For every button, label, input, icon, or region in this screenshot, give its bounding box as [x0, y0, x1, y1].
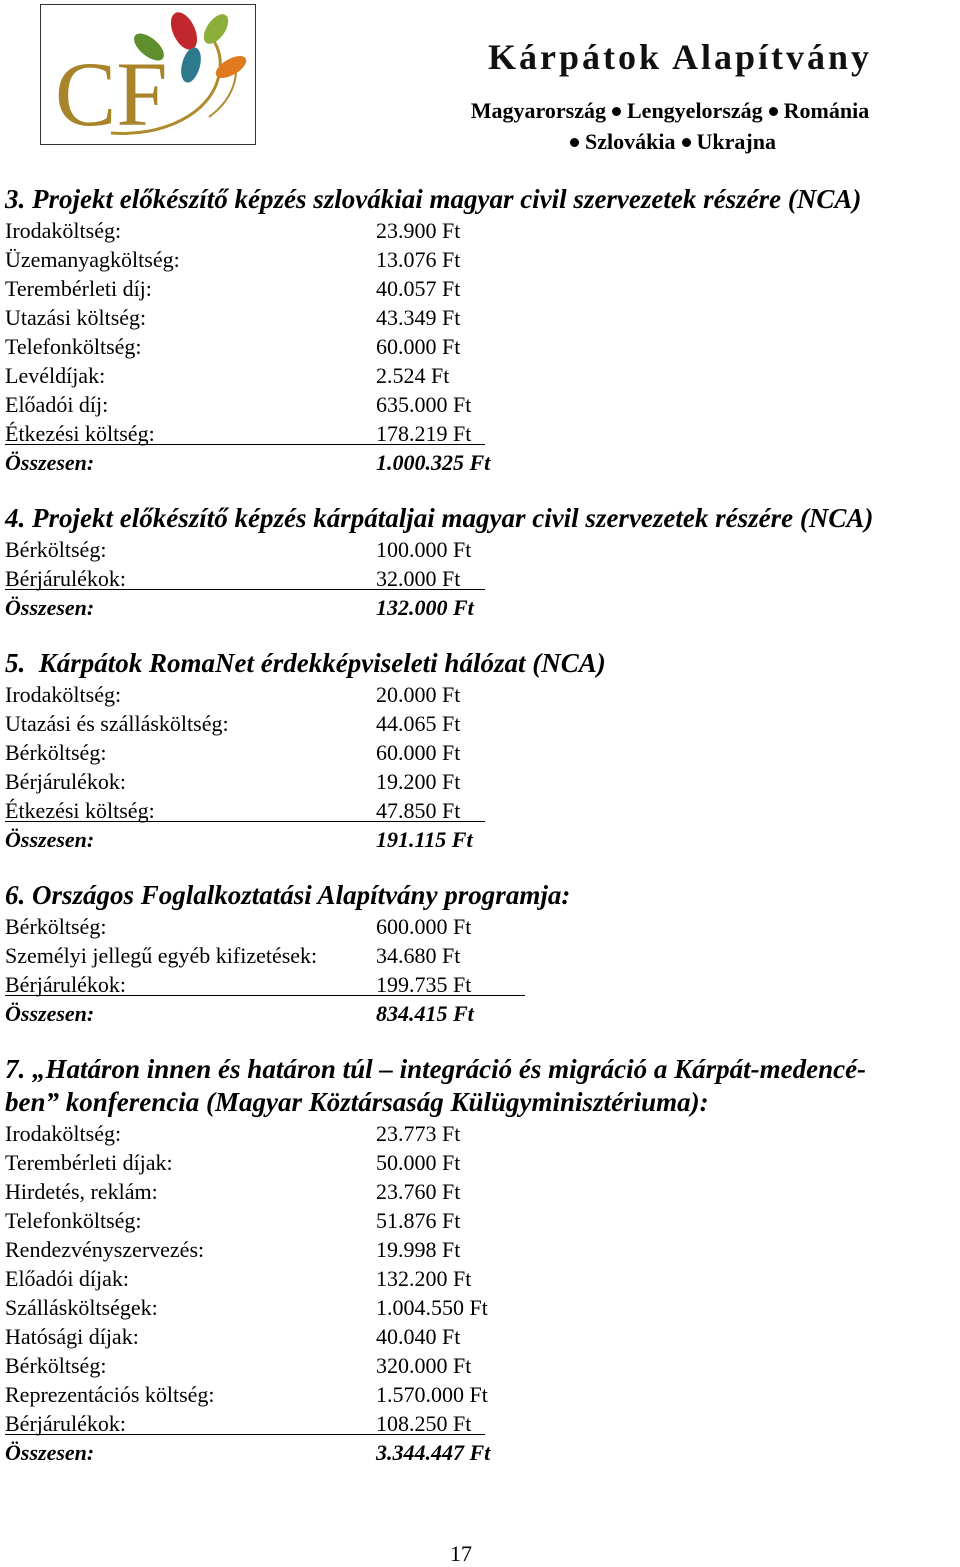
cost-amount: 320.000 Ft: [376, 1353, 472, 1378]
cost-amount: 40.057 Ft: [376, 276, 461, 301]
section-6: [5, 879, 955, 1028]
cost-amount: 1.570.000 Ft: [376, 1382, 488, 1407]
cost-row: [5, 274, 955, 303]
cost-label: Levéldíjak:: [5, 363, 106, 388]
logo-text: CF: [55, 43, 168, 143]
cost-label: Terembérleti díjak:: [5, 1150, 173, 1175]
total-amount: 834.415 Ft: [376, 1001, 474, 1026]
cost-amount: 108.250 Ft: [376, 1411, 472, 1436]
total-label: Összesen:: [5, 450, 95, 475]
total-row: [5, 448, 955, 477]
cost-row: [5, 767, 955, 796]
teal-leaf-icon: [178, 45, 205, 84]
total-amount: 191.115 Ft: [376, 827, 473, 852]
cost-amount: 34.680 Ft: [376, 943, 461, 968]
section-title: 6. Országos Foglalkoztatási Alapítvány programja:: [5, 880, 571, 910]
section-7: [5, 1053, 955, 1467]
cost-amount: 47.850 Ft: [376, 798, 461, 823]
cost-amount: 23.773 Ft: [376, 1121, 461, 1146]
cost-row: [5, 535, 955, 564]
cost-amount: 60.000 Ft: [376, 334, 461, 359]
section-3: [5, 183, 955, 477]
cost-label: Irodaköltség:: [5, 218, 122, 243]
cost-row: [5, 419, 955, 448]
total-label: Összesen:: [5, 827, 95, 852]
cost-label: Előadói díj:: [5, 392, 109, 417]
country-slovakia: Szlovákia: [585, 129, 676, 154]
cost-row: [5, 1177, 955, 1206]
countries-list: [430, 95, 910, 157]
cost-amount: 51.876 Ft: [376, 1208, 461, 1233]
section-title: 7. „Határon innen és határon túl – integráció és migráció a Kárpát-medencé-: [5, 1054, 867, 1084]
cost-row: [5, 332, 955, 361]
cost-row: [5, 941, 955, 970]
cost-row: [5, 796, 955, 825]
cost-row: [5, 1322, 955, 1351]
cost-amount: 60.000 Ft: [376, 740, 461, 765]
country-romania: Románia: [783, 98, 870, 123]
organization-name: Kárpátok Alapítvány: [487, 37, 873, 77]
total-label: Összesen:: [5, 1440, 95, 1465]
cost-amount: 43.349 Ft: [376, 305, 461, 330]
cost-row: [5, 1409, 955, 1438]
cost-label: Bérköltség:: [5, 914, 107, 939]
bullet-icon: [612, 107, 621, 116]
cost-label: Bérjárulékok:: [5, 972, 126, 997]
cost-row: [5, 680, 955, 709]
cost-label: Rendezvényszervezés:: [5, 1237, 205, 1262]
country-hungary: Magyarország: [470, 98, 606, 123]
cost-row: [5, 1351, 955, 1380]
section-title-continued: ben” konferencia (Magyar Köztársaság Külügyminisztériuma):: [5, 1087, 709, 1117]
cost-label: Irodaköltség:: [5, 682, 122, 707]
cost-label: Bérköltség:: [5, 537, 107, 562]
cost-amount: 2.524 Ft: [376, 363, 450, 388]
bullet-icon: [769, 107, 778, 116]
cost-amount: 40.040 Ft: [376, 1324, 461, 1349]
cost-label: Bérjárulékok:: [5, 1411, 126, 1436]
cost-label: Étkezési költség:: [5, 421, 155, 446]
cost-label: Bérköltség:: [5, 740, 107, 765]
cost-row: [5, 216, 955, 245]
cost-row: [5, 245, 955, 274]
red-leaf-icon: [166, 8, 203, 54]
cost-amount: 50.000 Ft: [376, 1150, 461, 1175]
cost-row: [5, 1293, 955, 1322]
cost-row: [5, 970, 955, 999]
cost-label: Szállásköltségek:: [5, 1295, 158, 1320]
cost-label: Bérköltség:: [5, 1353, 107, 1378]
total-row: [5, 593, 955, 622]
cost-row: [5, 1206, 955, 1235]
bullet-icon: [570, 138, 579, 147]
cost-amount: 178.219 Ft: [376, 421, 472, 446]
section-title: 4. Projekt előkészítő képzés kárpátaljai magyar civil szervezetek részére (NCA): [5, 503, 874, 533]
cost-label: Telefonköltség:: [5, 334, 142, 359]
section-title: 5. Kárpátok RomaNet érdekképviseleti hálózat (NCA): [5, 648, 606, 678]
countries-line-2: [430, 126, 910, 157]
page-number: 17: [450, 1541, 472, 1566]
cost-amount: 20.000 Ft: [376, 682, 461, 707]
cost-amount: 32.000 Ft: [376, 566, 461, 591]
cost-amount: 23.760 Ft: [376, 1179, 461, 1204]
cost-label: Előadói díjak:: [5, 1266, 130, 1291]
section-title: 3. Projekt előkészítő képzés szlovákiai magyar civil szervezetek részére (NCA): [5, 184, 862, 214]
total-amount: 1.000.325 Ft: [376, 450, 491, 475]
cost-amount: 44.065 Ft: [376, 711, 461, 736]
cost-label: Hirdetés, reklám:: [5, 1179, 158, 1204]
total-label: Összesen:: [5, 595, 95, 620]
cost-row: [5, 709, 955, 738]
cost-amount: 100.000 Ft: [376, 537, 472, 562]
cost-label: Személyi jellegű egyéb kifizetések:: [5, 943, 318, 968]
cost-row: [5, 303, 955, 332]
total-amount: 3.344.447 Ft: [376, 1440, 491, 1465]
cost-row: [5, 361, 955, 390]
cost-amount: 13.076 Ft: [376, 247, 461, 272]
cost-label: Irodaköltség:: [5, 1121, 122, 1146]
cost-label: Telefonköltség:: [5, 1208, 142, 1233]
budget-content: [5, 183, 955, 1492]
country-ukraine: Ukrajna: [696, 129, 776, 154]
cost-amount: 199.735 Ft: [376, 972, 472, 997]
cost-label: Üzemanyagköltség:: [5, 247, 180, 272]
cost-amount: 1.004.550 Ft: [376, 1295, 488, 1320]
total-row: [5, 999, 955, 1028]
cost-label: Utazási és szállásköltség:: [5, 711, 229, 736]
cost-label: Bérjárulékok:: [5, 769, 126, 794]
cost-row: [5, 564, 955, 593]
cost-amount: 19.998 Ft: [376, 1237, 461, 1262]
cost-label: Reprezentációs költség:: [5, 1382, 215, 1407]
cost-amount: 19.200 Ft: [376, 769, 461, 794]
cost-label: Bérjárulékok:: [5, 566, 126, 591]
section-5: [5, 647, 955, 854]
cost-amount: 132.200 Ft: [376, 1266, 472, 1291]
total-row: [5, 825, 955, 854]
cost-row: [5, 1119, 955, 1148]
cost-row: [5, 1148, 955, 1177]
foundation-logo: [40, 4, 256, 145]
cost-row: [5, 912, 955, 941]
cost-label: Terembérleti díj:: [5, 276, 152, 301]
cost-row: [5, 390, 955, 419]
cost-label: Hatósági díjak:: [5, 1324, 139, 1349]
cost-label: Étkezési költség:: [5, 798, 155, 823]
country-poland: Lengyelország: [627, 98, 763, 123]
cost-row: [5, 1264, 955, 1293]
total-row: [5, 1438, 955, 1467]
total-label: Összesen:: [5, 1001, 95, 1026]
cost-amount: 23.900 Ft: [376, 218, 461, 243]
cost-row: [5, 1380, 955, 1409]
bullet-icon: [682, 138, 691, 147]
cost-row: [5, 738, 955, 767]
cost-amount: 600.000 Ft: [376, 914, 472, 939]
cost-row: [5, 1235, 955, 1264]
cost-amount: 635.000 Ft: [376, 392, 472, 417]
cf-logo-graphic: [41, 5, 254, 143]
total-amount: 132.000 Ft: [376, 595, 474, 620]
countries-line-1: [430, 95, 910, 126]
section-4: [5, 502, 955, 622]
cost-label: Utazási költség:: [5, 305, 147, 330]
